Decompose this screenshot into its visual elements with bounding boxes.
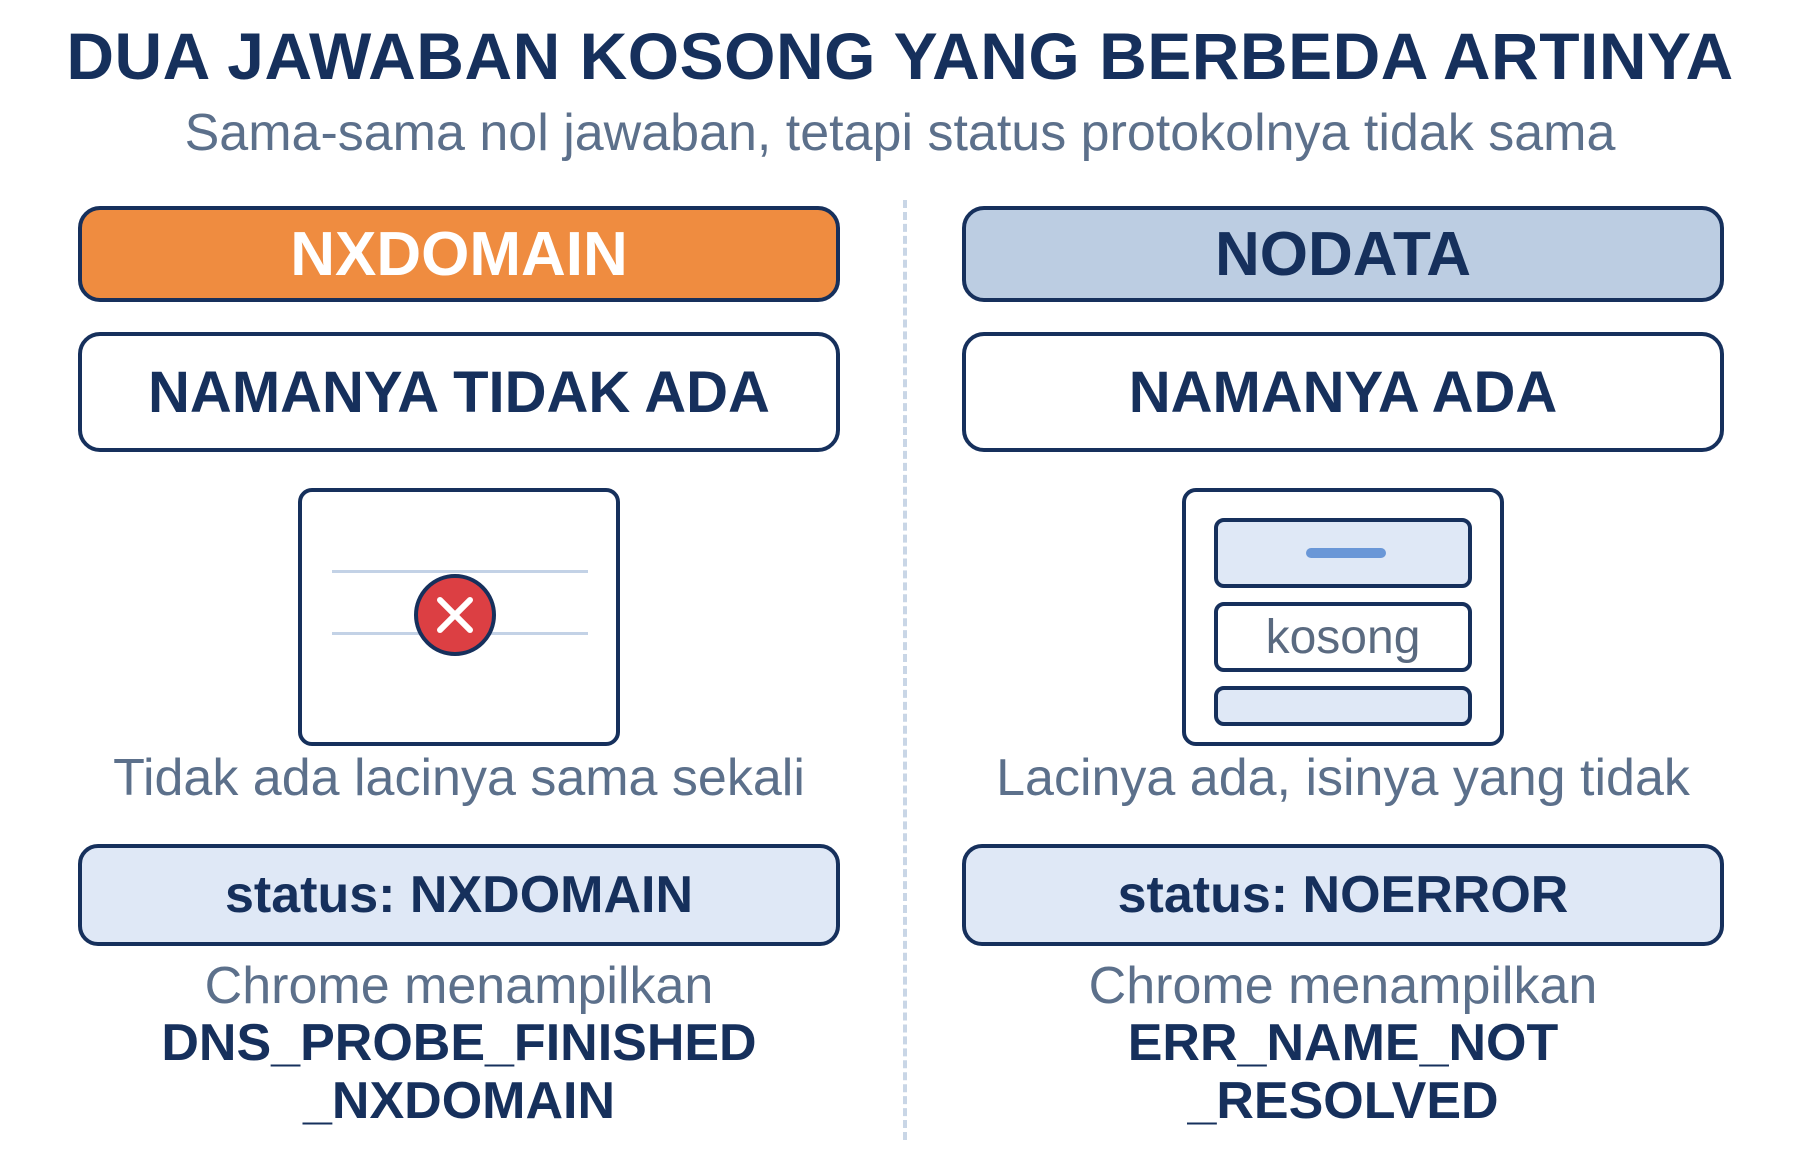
nodata-browser-text: Chrome menampilkan	[1088, 957, 1598, 1015]
drawer-top	[1214, 518, 1472, 588]
nxdomain-column	[78, 0, 846, 1160]
drawer-handle-icon	[1306, 548, 1386, 558]
page-title: DUA JAWABAN KOSONG YANG BERBEDA ARTINYA	[66, 19, 1734, 93]
nxdomain-meaning: NAMANYA TIDAK ADA	[78, 332, 840, 452]
column-divider	[903, 200, 907, 1140]
nxdomain-label: NXDOMAIN	[78, 206, 840, 302]
drawer-empty: kosong	[1214, 602, 1472, 672]
nodata-status: status: NOERROR	[962, 844, 1724, 946]
nxdomain-caption: Tidak ada lacinya sama sekali	[113, 749, 805, 807]
error-line-1: DNS_PROBE_FINISHED	[161, 1014, 757, 1072]
nodata-label: NODATA	[962, 206, 1724, 302]
guide-line	[332, 570, 588, 573]
drawer-cabinet-icon	[1182, 488, 1504, 746]
nodata-column	[962, 0, 1730, 1160]
nodata-meaning: NAMANYA ADA	[962, 332, 1724, 452]
error-line-1: ERR_NAME_NOT	[1127, 1014, 1559, 1072]
error-line-2: _RESOLVED	[1187, 1072, 1499, 1130]
no-drawer-illustration	[298, 488, 620, 746]
page-subtitle: Sama-sama nol jawaban, tetapi status protokolnya tidak sama	[184, 104, 1616, 162]
nodata-error-code	[942, 1014, 1744, 1130]
nxdomain-status: status: NXDOMAIN	[78, 844, 840, 946]
x-circle-icon	[414, 574, 496, 656]
nxdomain-error-code	[58, 1014, 860, 1130]
error-line-2: _NXDOMAIN	[302, 1072, 616, 1130]
nxdomain-browser-text: Chrome menampilkan	[204, 957, 714, 1015]
nodata-caption: Lacinya ada, isinya yang tidak	[996, 749, 1690, 807]
drawer-bottom	[1214, 686, 1472, 726]
